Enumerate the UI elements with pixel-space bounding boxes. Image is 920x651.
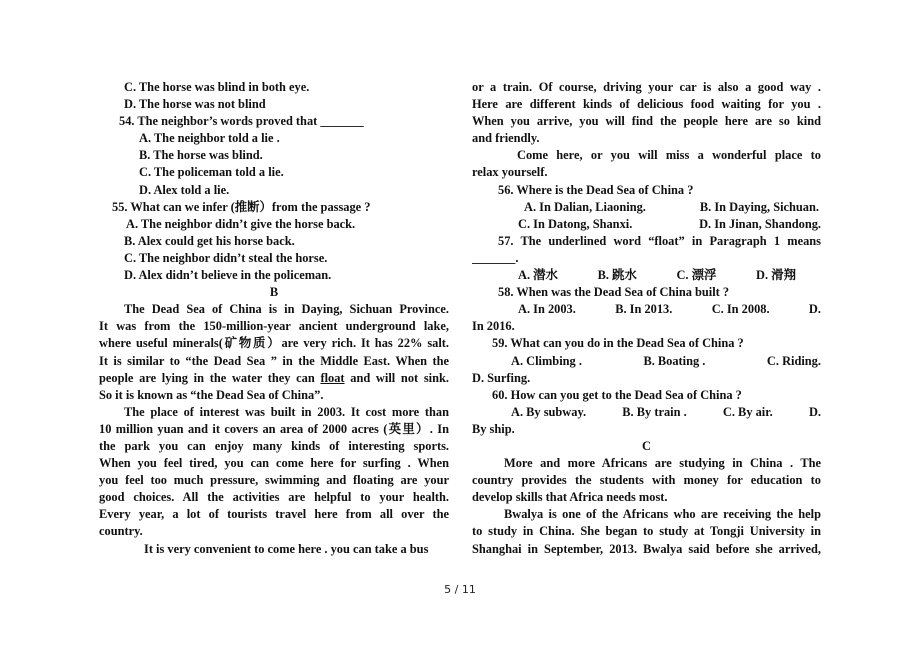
q55-option-b: B. Alex could get his horse back. xyxy=(124,233,295,248)
q56-question: 56. Where is the Dead Sea of China ? xyxy=(498,182,694,197)
para3-line4: When you arrive, you will find the people here are so kind xyxy=(472,114,821,129)
para2-line3: the park you can enjoy many kinds of interesting sports. xyxy=(99,438,449,453)
q55-question: 55. What can we infer (推断）from the passage ? xyxy=(112,199,371,214)
c-para2-line2: to study in China. She began to study at Tongji University in xyxy=(472,524,821,539)
page-number: 5 / 11 xyxy=(444,583,476,596)
q56-option-d: D. In Jinan, Shandong. xyxy=(699,216,821,231)
q57-option-a: A. 潜水 xyxy=(518,268,558,283)
q60-options-row xyxy=(472,404,821,421)
para3-line3: Here are different kinds of delicious food waiting for you . xyxy=(472,97,821,112)
q57-option-c: C. 漂浮 xyxy=(676,268,717,283)
para4-line2: relax yourself. xyxy=(472,165,548,180)
q54-option-a: A. The neighbor told a lie . xyxy=(139,131,280,146)
para2-line4: When you feel tired, you can come here for surfing . When xyxy=(99,456,449,471)
para4-line1: Come here, or you will miss a wonderful place to xyxy=(517,148,821,163)
q55-option-d: D. Alex didn’t believe in the policeman. xyxy=(124,268,332,283)
q54-option-b: B. The horse was blind. xyxy=(139,148,263,163)
section-c-title: C xyxy=(642,438,651,453)
para3-line5: and friendly. xyxy=(472,131,540,146)
q58-option-c: C. In 2008. xyxy=(711,302,770,317)
para2-line6: good choices. All the activities are helpful to your health. xyxy=(99,490,449,505)
q60-option-d: D. xyxy=(808,404,821,419)
q57-options-row xyxy=(472,267,821,284)
para1-line5-post: and will not sink. xyxy=(350,370,449,385)
right-column xyxy=(472,79,821,558)
q60-option-b: B. By train . xyxy=(622,404,687,419)
q58-option-b: B. In 2013. xyxy=(615,302,673,317)
c-para2-line1: Bwalya is one of the Africans who are receiving the help xyxy=(504,507,821,522)
q57-option-d: D. 滑翔 xyxy=(756,268,796,283)
q59-option-a: A. Climbing . xyxy=(511,353,582,368)
q59-option-c: C. Riding. xyxy=(766,353,821,368)
q55-option-c: C. The neighbor didn’t steal the horse. xyxy=(124,250,328,265)
para2-line1: The place of interest was built in 2003. It cost more than xyxy=(124,404,449,419)
c-para2-line3: Shanghai in September, 2013. Bwalya said before she arrived, xyxy=(472,541,821,556)
q57-blank: _______. xyxy=(472,250,519,265)
para2-line5: you feel too much pressure, swimming and floating are your xyxy=(99,473,449,488)
para2-line7: Every year, a lot of tourists travel here from all over the xyxy=(99,507,449,522)
q59-option-d: D. Surfing. xyxy=(472,370,531,385)
para1-line1: The Dead Sea of China is in Daying, Sichuan Province. xyxy=(124,302,449,317)
q58-question: 58. When was the Dead Sea of China built ? xyxy=(498,285,730,300)
q58-option-d: D. xyxy=(808,302,821,317)
q58-option-a: A. In 2003. xyxy=(518,302,576,317)
q56-options-row1 xyxy=(472,199,821,216)
q59-option-b: B. Boating . xyxy=(643,353,706,368)
c-para1-line1: More and more Africans are studying in China . The xyxy=(504,456,821,471)
para3-line1: It is very convenient to come here . you can take a bus xyxy=(144,541,429,556)
q54-option-c: C. The policeman told a lie. xyxy=(139,165,284,180)
q58-option-d-cont: In 2016. xyxy=(472,319,515,334)
underlined-word-float: float xyxy=(320,370,345,385)
q60-option-a: A. By subway. xyxy=(511,404,587,419)
para1-line4: It is similar to “the Dead Sea ” in the Middle East. When the xyxy=(99,353,449,368)
q59-question: 59. What can you do in the Dead Sea of China ? xyxy=(492,336,744,351)
q57-question: 57. The underlined word “float” in Paragraph 1 means xyxy=(498,233,821,248)
para1-line5 xyxy=(99,370,449,387)
q53-option-d: D. The horse was not blind xyxy=(124,97,266,112)
c-para1-line3: develop skills that Africa needs most. xyxy=(472,490,668,505)
q56-option-c: C. In Datong, Shanxi. xyxy=(518,216,633,231)
q56-option-a: A. In Dalian, Liaoning. xyxy=(524,199,646,214)
c-para1-line2: country provides the students with money for education to xyxy=(472,473,821,488)
q55-option-a: A. The neighbor didn’t give the horse back. xyxy=(126,216,356,231)
q54-question: 54. The neighbor’s words proved that _______ xyxy=(119,114,364,129)
para1-line5-pre: people are lying in the water they can xyxy=(99,370,315,385)
q56-option-b: B. In Daying, Sichuan. xyxy=(699,199,819,214)
para1-line2: It was from the 150-million-year ancient underground lake, xyxy=(99,319,449,334)
left-column xyxy=(99,79,449,558)
q56-options-row2 xyxy=(472,216,821,233)
para3-line2: or a train. Of course, driving your car is also a good way . xyxy=(472,80,821,94)
para2-line2: 10 million yuan and it covers an area of 2000 acres (英里）. In xyxy=(99,421,449,436)
section-b-title: B xyxy=(269,285,279,300)
q57-option-b: B. 跳水 xyxy=(597,268,637,283)
q54-option-d: D. Alex told a lie. xyxy=(139,182,230,197)
q60-option-d-cont: By ship. xyxy=(472,421,515,436)
para1-line3: where useful minerals(矿物质）are very rich. It has 22% salt. xyxy=(99,336,449,351)
q60-question: 60. How can you get to the Dead Sea of China ? xyxy=(492,387,742,402)
q53-option-c: C. The horse was blind in both eye. xyxy=(124,80,310,94)
para1-line6: So it is known as “the Dead Sea of China”. xyxy=(99,387,324,402)
q60-option-c: C. By air. xyxy=(722,404,773,419)
q59-options-row xyxy=(472,353,821,370)
para2-line8: country. xyxy=(99,524,143,539)
q58-options-row xyxy=(472,301,821,318)
